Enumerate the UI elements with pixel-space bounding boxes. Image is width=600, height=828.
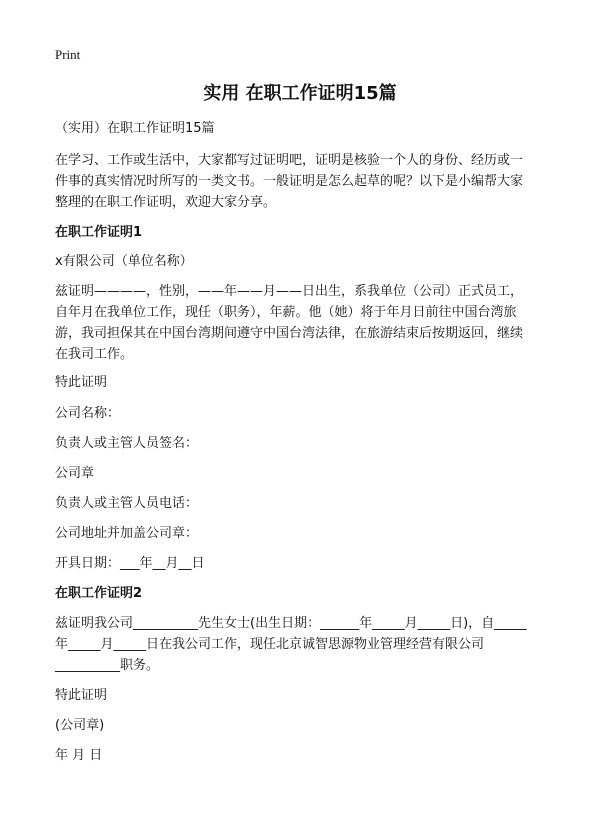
print-link[interactable]: Print xyxy=(55,47,81,62)
section1-special: 特此证明 xyxy=(55,375,108,390)
section2-date: 年 月 日 xyxy=(55,748,103,763)
section1-address: 公司地址并加盖公司章： xyxy=(55,526,199,541)
intro-line-2: 件事的真实情况时所写的一类文书。一般证明是怎么起草的呢？以下是小编帮大家 xyxy=(55,174,524,189)
section2-special: 特此证明 xyxy=(55,688,108,703)
section1-body-line-2: 自年月在我单位工作，现任（职务），年薪。他（她）将于年月日前往中国台湾旅 xyxy=(55,305,517,320)
document-title: 实用 在职工作证明15篇 xyxy=(203,83,397,104)
intro-line-1: 在学习、工作或生活中，大家都写过证明吧，证明是核验一个人的身份、经历或一 xyxy=(55,153,524,168)
section1-sign: 负责人或主管人员签名： xyxy=(55,436,199,451)
section1-company: x有限公司（单位名称） xyxy=(55,254,193,269)
section1-heading: 在职工作证明1 xyxy=(55,225,143,240)
section1-company-name: 公司名称： xyxy=(55,406,121,421)
section1-phone: 负责人或主管人员电话： xyxy=(55,496,199,511)
section1-seal: 公司章 xyxy=(55,466,95,481)
section2-body-line-3: __________职务。 xyxy=(55,658,160,673)
section1-body-line-3: 游，我司担保其在中国台湾期间遵守中国台湾法律，在旅游结束后按期返回，继续 xyxy=(55,326,524,341)
section2-seal: (公司章) xyxy=(55,718,105,733)
section2-body-line-1: 兹证明我公司__________先生女士(出生日期：______年_____月_____日)，自_____ xyxy=(55,616,527,631)
section1-date: 开具日期：___年__月__日 xyxy=(55,556,205,571)
section2-body-line-2: 年_____月_____日在我公司工作，现任北京诚智思源物业管理经营有限公司 xyxy=(55,637,485,652)
intro-line-3: 整理的在职工作证明，欢迎大家分享。 xyxy=(55,195,277,210)
section2-heading: 在职工作证明2 xyxy=(55,586,143,601)
section1-body-line-1: 兹证明————，性别，——年——月——日出生，系我单位（公司）正式员工， xyxy=(55,284,524,299)
section1-body-line-4: 在我司工作。 xyxy=(55,347,134,362)
document-subtitle: （实用）在职工作证明15篇 xyxy=(55,121,215,136)
